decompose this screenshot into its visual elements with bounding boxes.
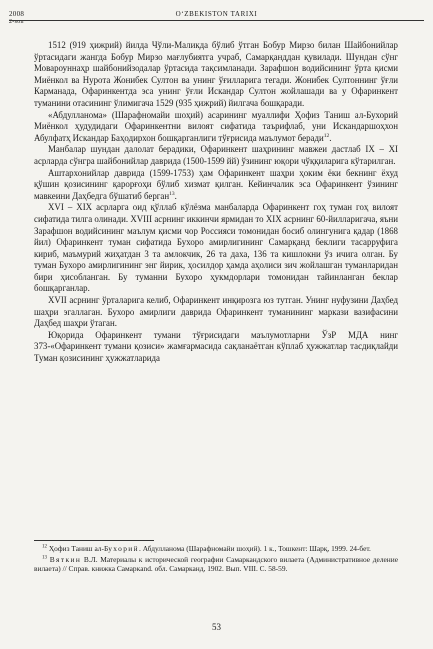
footnote-ref: 12 [323, 132, 330, 139]
footnote-ref: 13 [169, 190, 175, 197]
footnotes [34, 544, 398, 575]
header-year: 2008 [9, 10, 25, 18]
page-number: 53 [212, 622, 221, 632]
article-body [34, 40, 398, 365]
paragraph: 1512 (919 ҳижрий) йилда Чўли-Маликда бўлиб ўтган Бобур Мирзо билан Шайбонийлар ўртасидаги жангда Бобур Мирзо мағлубиятга учраб, Самарқанддан қувилади. Шундан сўнг Мовароуннаҳр шайбонийзодалар ўртасида тақсимланади. Зарафшон водийсининг ўрта қисми Миёнкол ва Нурота Жонибек Султон ва унинг ўғилларига тегади. Жонибек Султоннинг ўғли Карманада, Офаринкентда эса унинг ўғли Искандар Султон жойлашади ва у Офаринкент туманини отасининг ўлимигача 1529 (935 ҳижрий) йилгача бошқаради. [34, 40, 398, 108]
footnote-divider [34, 540, 154, 541]
paragraph: «Абдулланома» (Шарафномайи шоҳий) асарининг муаллифи Ҳофиз Таниш ал-Бухорий Миёнкол ҳудудидаги Офаринкентни вилоят сифатида таърифлаб, уни Искандаршоҳхон Абулфатҳ Искандар Баҳодирхон бошқарганлиги тўғрисида маълумот беради$^{12}$. [34, 109, 398, 143]
journal-title: O‘ZBEKISTON TARIXI [175, 10, 258, 18]
footnote: $^{13}$ Вяткин В.Л. Материалы к исторической географии Самаркандского вилаета (Административное деление вилаета) // Справ. книжка Самаркand. обл. Самарканд, 1902. Вып. VIII. С. 58-59. [34, 554, 398, 574]
paragraph: XVII асрнинг ўрталарига келиб, Офаринкент инқирозга юз тутган. Унинг нуфузини Даҳбед шаҳри эгаллаган. Бухоро амирлиги даврида Офаринкент туманининг маркази вазифасини Даҳбед шаҳри ўтаган. [34, 295, 398, 329]
footnote: $^{12}$ Ҳофиз Таниш ал-Бухорий. Абдулланома (Шарафномайи шоҳий). 1 к., Тошкент: Шарқ, 1999. 24-бет. [42, 544, 371, 553]
paragraph: XVI – XIX асрларга оид қўллаб кўлёзма манбаларда Офаринкент гоҳ туман гоҳ вилоят сифатида тилга олинади. XVIII асрнинг иккинчи ярмидан то XIX асрнинг 60-йилларигача, яъни Зарафшон водийсининг маълум қисми чор Россияси томонидан босиб олингунига қадар (1868 йил) Офаринкент туман сифатида Бухоро амирлигининг Самарқанд беклиги тасарруфига кириб, маъмурий жиҳатдан 3 та амлокчик, 26 та даха, 136 та кишлокни ўз ичига олган. Бу туман Бухоро амирлигининг энг йирик, ҳосилдор ҳамда аҳолиси зич жойлашган туманларидан бири ҳисобланган. Бу туманни Бухоро ҳукмдорлари томонидан тайинланган беклар бошқарганлар. [34, 202, 398, 294]
header-divider [9, 20, 424, 21]
header-issue: 2-son [9, 19, 24, 25]
paragraph: Юқорида Офаринкент тумани тўғрисидаги маълумотларни ЎзР МДА нинг 373-«Офаринкент тумани қозиси» жамғармасида сақланаётган кўплаб ҳужжатлар тасдиқлайди Туман қозисининг ҳужжатларида [34, 329, 398, 364]
paragraph: Манбалар шундан далолат берадики, Офаринкент шаҳрининг мавжеи дастлаб IX – XI асрларда сўнгра шайбонийлар даврида (1500-1599 йй) ўзининг юқори чўққиларига кўтарилган. [34, 144, 398, 166]
paragraph: Аштархонийлар даврида (1599-1753) ҳам Офаринкент шаҳри ҳоким ёки бекнинг ёхуд қўшин қозисининг қарорғоҳи бўлиб хизмат қилган. Кейинчалик эса Офаринкент ўзининг мавкеини Даҳбедга бўшатиб берган$^{13}$. [34, 167, 398, 201]
